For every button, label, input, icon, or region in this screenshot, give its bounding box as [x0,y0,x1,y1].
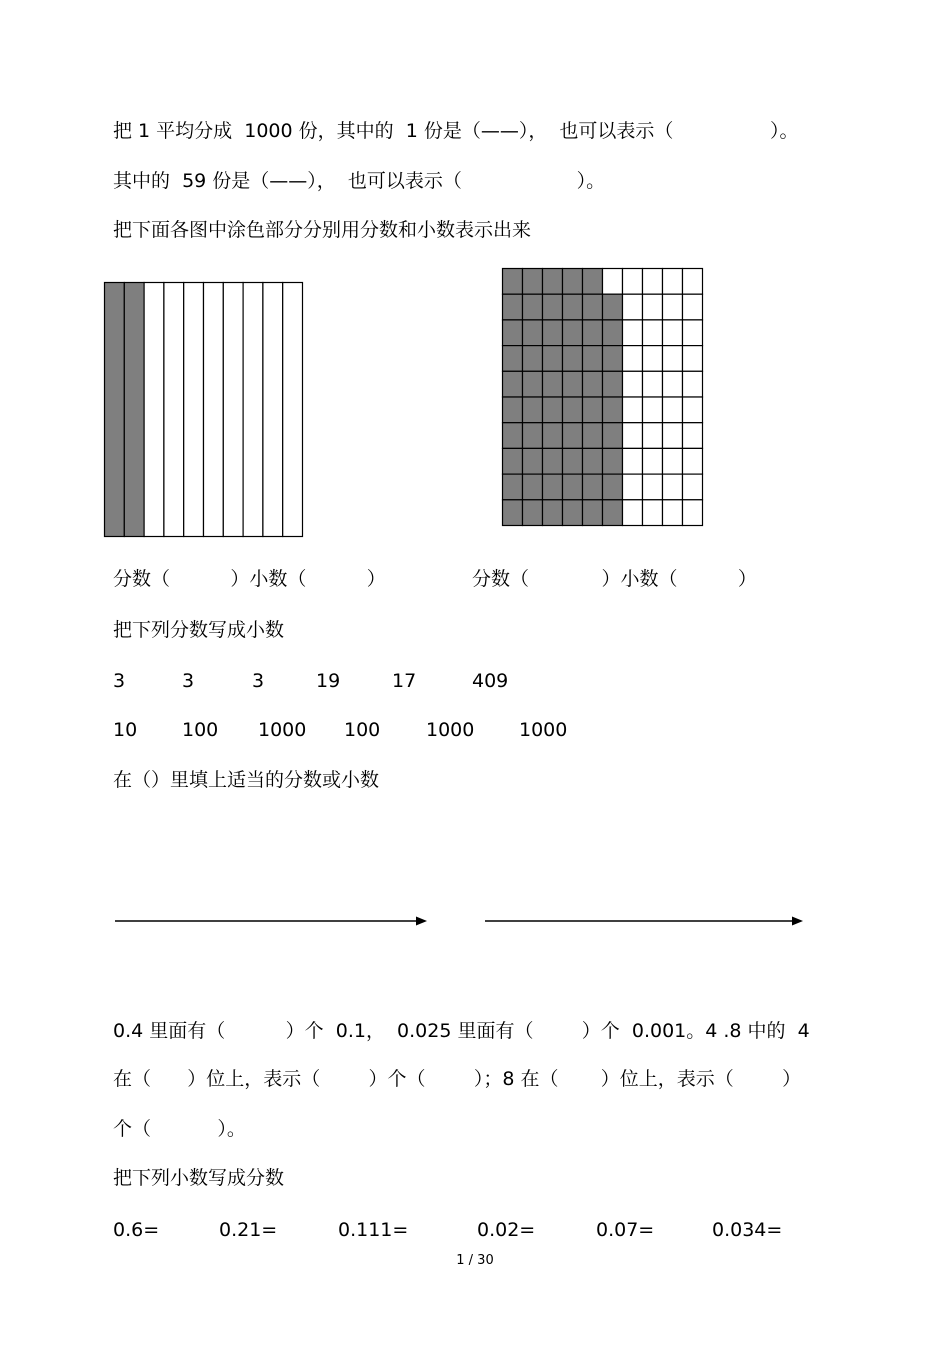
shaded-cell [523,371,543,397]
grid-cell [623,423,643,449]
shaded-cell [503,397,523,423]
shaded-cell [503,500,523,526]
grid-cell [643,320,663,346]
fraction-denominator: 100 [344,719,381,741]
shaded-cell [603,500,623,526]
shaded-cell [563,500,583,526]
fraction-numerator: 17 [392,670,417,692]
grid-cell [663,294,683,320]
shaded-cell [543,269,563,295]
grid-cell [623,474,643,500]
shaded-cell [543,397,563,423]
number-line-arrow-left [115,914,427,928]
shaded-cell [503,346,523,372]
shaded-cell [583,320,603,346]
fraction-numerator: 3 [113,670,126,692]
strip [223,283,243,537]
shaded-cell [523,320,543,346]
shaded-cell [543,320,563,346]
shaded-cell [523,269,543,295]
shaded-cell [543,294,563,320]
shaded-cell [603,294,623,320]
grid-cell [683,294,703,320]
shaded-cell [523,448,543,474]
grid-cell [643,269,663,295]
shaded-cell [563,371,583,397]
shaded-cell [523,346,543,372]
grid-cell [683,500,703,526]
grid-cell [683,423,703,449]
shaded-cell [563,269,583,295]
q3-title: 把下列分数写成小数 [113,619,285,641]
grid-cell [623,397,643,423]
grid-cell [603,269,623,295]
shaded-cell [563,423,583,449]
grid-cell [643,500,663,526]
grid-cell [643,474,663,500]
shaded-cell [563,397,583,423]
fraction-denominator: 1000 [519,719,568,741]
grid-cell [643,397,663,423]
grid-cell [683,269,703,295]
shaded-cell [603,346,623,372]
fraction-denominator: 1000 [258,719,307,741]
q2-answers-right: 分数（ ）小数（ ） [472,568,757,590]
grid-cell [683,448,703,474]
shaded-cell [543,448,563,474]
grid-cell [623,371,643,397]
grid-cell [643,371,663,397]
decimal-item: 0.02= [477,1219,536,1241]
q1-line-1: 把 1 平均分成 1000 份，其中的 1 份是（——）， 也可以表示（ ）。 [113,120,799,142]
shaded-cell [543,346,563,372]
strip [164,283,184,537]
shaded-cell [603,397,623,423]
q5-line-1: 0.4 里面有（ ）个 0.1， 0.025 里面有（ ）个 0.001。4 .8 中的 4 [113,1020,810,1042]
grid-cell [643,294,663,320]
number-line-arrow-right [485,914,803,928]
q5-line-2: 在（ ）位上，表示（ ）个（ ）；8 在（ ）位上，表示（ ） [113,1068,802,1090]
strip [243,283,263,537]
grid-cell [623,269,643,295]
shaded-cell [503,320,523,346]
q6-title: 把下列小数写成分数 [113,1167,285,1189]
strip [144,283,164,537]
fraction-denominator: 1000 [426,719,475,741]
grid-cell [623,500,643,526]
strip [283,283,303,537]
shaded-cell [523,474,543,500]
fraction-denominator: 10 [113,719,138,741]
grid-cell [683,474,703,500]
grid-cell [623,448,643,474]
shaded-strip [124,283,144,537]
shaded-cell [583,294,603,320]
grid-cell [623,320,643,346]
grid-cell [663,474,683,500]
fraction-denominator: 100 [182,719,219,741]
shaded-cell [503,269,523,295]
page-number: 1 / 30 [456,1253,494,1268]
grid-cell [623,294,643,320]
grid-cell [683,397,703,423]
fraction-numerator: 3 [252,670,265,692]
shaded-cell [523,294,543,320]
grid-cell [683,346,703,372]
shaded-cell [603,371,623,397]
q1-line-2: 其中的 59 份是（——）， 也可以表示（ ）。 [113,170,606,192]
shaded-cell [603,448,623,474]
tenths-strip-figure [104,282,303,537]
grid-cell [683,320,703,346]
decimal-item: 0.21= [219,1219,278,1241]
strip [184,283,204,537]
grid-cell [643,346,663,372]
q4-title: 在（）里填上适当的分数或小数 [113,769,380,791]
shaded-cell [523,397,543,423]
grid-cell [663,500,683,526]
fraction-numerator: 19 [316,670,341,692]
fraction-numerator: 409 [472,670,509,692]
q2-answers-left: 分数（ ）小数（ ） [113,568,386,590]
grid-cell [663,423,683,449]
decimal-item: 0.07= [596,1219,655,1241]
shaded-cell [563,320,583,346]
shaded-cell [523,500,543,526]
grid-cell [643,423,663,449]
shaded-cell [583,448,603,474]
grid-cell [643,448,663,474]
shaded-cell [503,474,523,500]
grid-cell [663,320,683,346]
decimal-item: 0.034= [712,1219,783,1241]
q5-line-3: 个（ ）。 [113,1118,246,1140]
q2-title: 把下面各图中涂色部分分别用分数和小数表示出来 [113,219,532,241]
shaded-strip [105,283,125,537]
shaded-cell [543,500,563,526]
strip [204,283,224,537]
shaded-cell [583,269,603,295]
shaded-cell [603,474,623,500]
shaded-cell [503,371,523,397]
decimal-item: 0.6= [113,1219,160,1241]
shaded-cell [523,423,543,449]
grid-cell [663,371,683,397]
shaded-cell [543,474,563,500]
grid-cell [683,371,703,397]
shaded-cell [583,346,603,372]
shaded-cell [583,423,603,449]
shaded-cell [563,448,583,474]
shaded-cell [563,346,583,372]
grid-cell [663,397,683,423]
shaded-cell [503,423,523,449]
fraction-numerator: 3 [182,670,195,692]
grid-cell [623,346,643,372]
decimal-item: 0.111= [338,1219,409,1241]
shaded-cell [543,371,563,397]
grid-cell [663,346,683,372]
shaded-cell [503,448,523,474]
strip [263,283,283,537]
shaded-cell [603,423,623,449]
shaded-cell [563,294,583,320]
grid-cell [663,269,683,295]
shaded-cell [583,474,603,500]
hundredths-grid-figure [502,268,703,526]
shaded-cell [603,320,623,346]
shaded-cell [563,474,583,500]
shaded-cell [583,397,603,423]
shaded-cell [543,423,563,449]
shaded-cell [583,371,603,397]
grid-cell [663,448,683,474]
shaded-cell [583,500,603,526]
shaded-cell [503,294,523,320]
